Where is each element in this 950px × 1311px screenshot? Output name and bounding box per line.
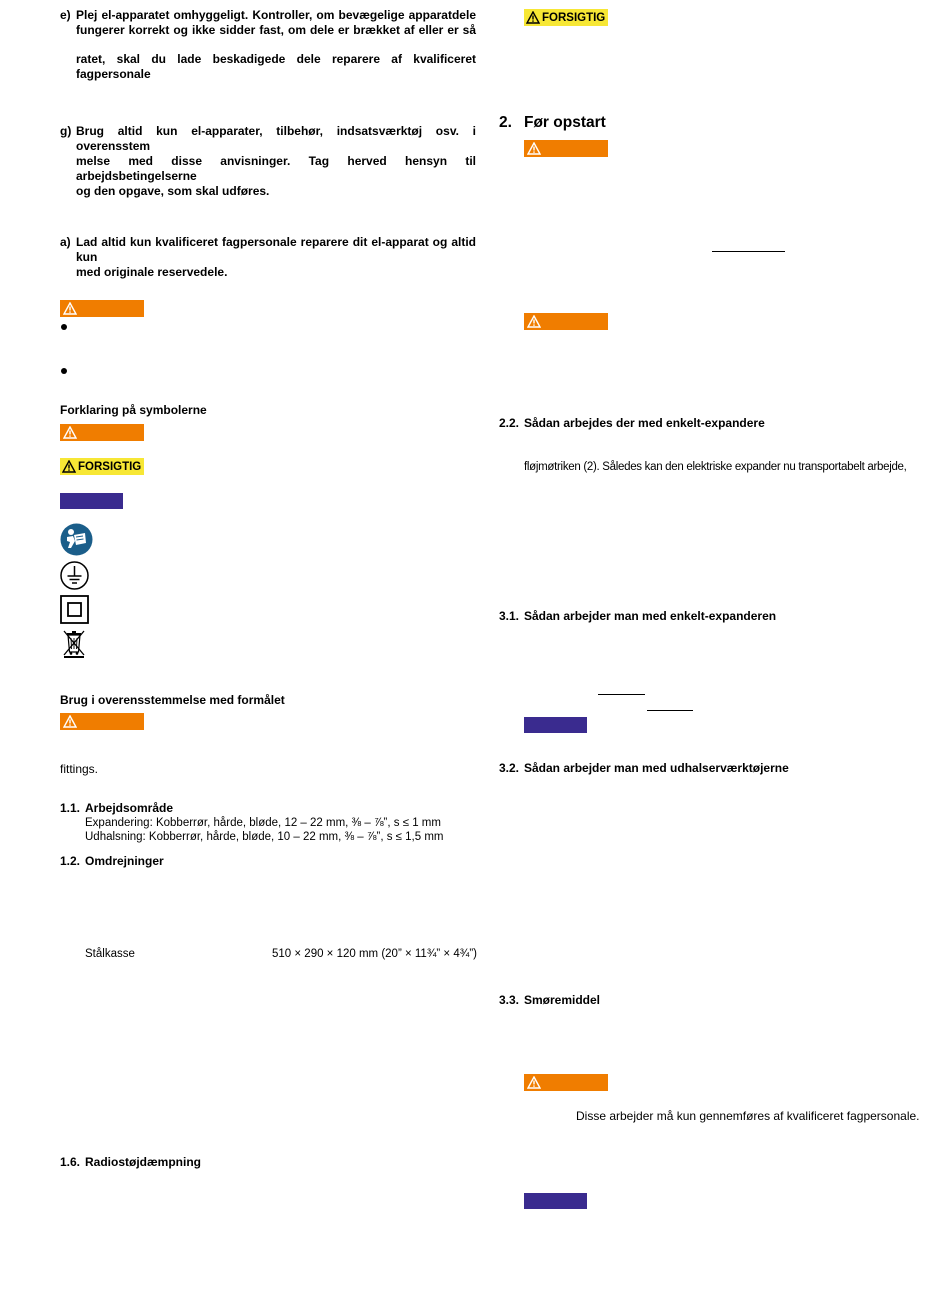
underline-mark — [647, 710, 693, 711]
expanding-range: Expandering: Kobberrør, hårde, bløde, 12 – 22 mm, ⅜ – ⅞”, s ≤ 1 mm — [85, 817, 441, 829]
steel-case-label: Stålkasse — [85, 948, 135, 960]
caution-banner — [524, 9, 608, 26]
warning-banner — [524, 140, 608, 157]
section-title: Arbejdsområde — [85, 801, 174, 815]
section-number: 3.2. — [499, 761, 520, 775]
section-number: 2.2. — [499, 416, 520, 430]
warning-triangle-icon — [63, 302, 77, 315]
bullet-point — [61, 324, 67, 330]
warning-banner — [524, 313, 608, 330]
item-e-line1: Plej el-apparatet omhyggeligt. Kontroller, om bevægelige apparatdele — [76, 8, 476, 22]
warning-triangle-icon — [527, 142, 541, 155]
item-g-line3: og den opgave, som skal udføres. — [76, 184, 270, 198]
warning-triangle-icon — [63, 426, 77, 439]
steel-case-dimensions: 510 × 290 × 120 mm (20” × 11¾” × 4¾”) — [272, 948, 477, 960]
caution-label: FORSIGTIG — [78, 460, 142, 473]
item-a-line2: med originale reservedele. — [76, 265, 228, 279]
section-title: Før opstart — [524, 114, 606, 131]
section-number: 1.6. — [60, 1155, 81, 1169]
warning-banner — [60, 424, 144, 441]
section-number: 2. — [499, 114, 512, 131]
safety-item-a — [60, 235, 476, 280]
section-title: Smøremiddel — [524, 993, 601, 1007]
intended-use-heading: Brug i overensstemmelse med formålet — [60, 693, 285, 707]
flaring-range: Udhalsning: Kobberrør, hårde, bløde, 10 – 22 mm, ⅜ – ⅞”, s ≤ 1,5 mm — [85, 831, 444, 843]
section-title: Sådan arbejder man med udhalserværktøjerne — [524, 761, 789, 775]
item-e-line2: fungerer korrekt og ikke sidder fast, om dele er brækket af eller er så — [76, 23, 476, 37]
note-banner — [60, 493, 123, 509]
note-banner — [524, 717, 587, 733]
section-number: 1.2. — [60, 854, 81, 868]
section-number: 3.1. — [499, 609, 520, 623]
read-manual-icon — [60, 523, 93, 556]
item-letter: e) — [60, 8, 71, 22]
item-e-line3: ratet, skal du lade beskadigede dele reparere af kvalificeret fagpersonale — [76, 52, 476, 81]
warning-banner — [60, 300, 144, 317]
section-1-1 — [60, 801, 480, 844]
underline-mark — [598, 694, 645, 695]
qualified-personnel-text: Disse arbejder må kun gennemføres af kvalificeret fagpersonale. — [576, 1109, 920, 1123]
item-g-line1: Brug altid kun el-apparater, tilbehør, indsatsværktøj osv. i overensstem — [76, 124, 476, 153]
underline-mark — [712, 251, 785, 252]
item-letter: a) — [60, 235, 71, 249]
symbols-heading: Forklaring på symbolerne — [60, 403, 207, 417]
warning-triangle-icon — [526, 11, 540, 24]
caution-banner — [60, 458, 144, 475]
section-title: Omdrejninger — [85, 854, 164, 868]
warning-triangle-icon — [63, 715, 77, 728]
caution-label: FORSIGTIG — [542, 11, 606, 24]
warning-banner — [60, 713, 144, 730]
section-2-2-text: fløjmøtriken (2). Således kan den elektriske expander nu transportabelt arbejde, — [524, 461, 907, 473]
section-title: Sådan arbejder man med enkelt-expanderen — [524, 609, 777, 623]
fittings-text: fittings. — [60, 762, 99, 776]
crossed-out-bin-icon — [62, 628, 86, 658]
section-title: Sådan arbejdes der med enkelt-expandere — [524, 416, 765, 430]
protective-earth-icon — [60, 561, 89, 590]
item-g-line2: melse med disse anvisninger. Tag herved hensyn til arbejdsbetingelserne — [76, 154, 476, 183]
warning-triangle-icon — [527, 1076, 541, 1089]
section-number: 1.1. — [60, 801, 81, 815]
warning-banner — [524, 1074, 608, 1091]
item-a-line1: Lad altid kun kvalificeret fagpersonale reparere dit el-apparat og altid kun — [76, 235, 476, 264]
warning-triangle-icon — [527, 315, 541, 328]
double-insulation-icon — [60, 595, 89, 624]
section-title: Radiostøjdæmpning — [85, 1155, 201, 1169]
item-letter: g) — [60, 124, 72, 138]
warning-triangle-icon — [62, 460, 76, 473]
safety-item-e — [60, 8, 476, 82]
safety-item-g — [60, 124, 476, 199]
bullet-point — [61, 368, 67, 374]
section-number: 3.3. — [499, 993, 520, 1007]
note-banner — [524, 1193, 587, 1209]
